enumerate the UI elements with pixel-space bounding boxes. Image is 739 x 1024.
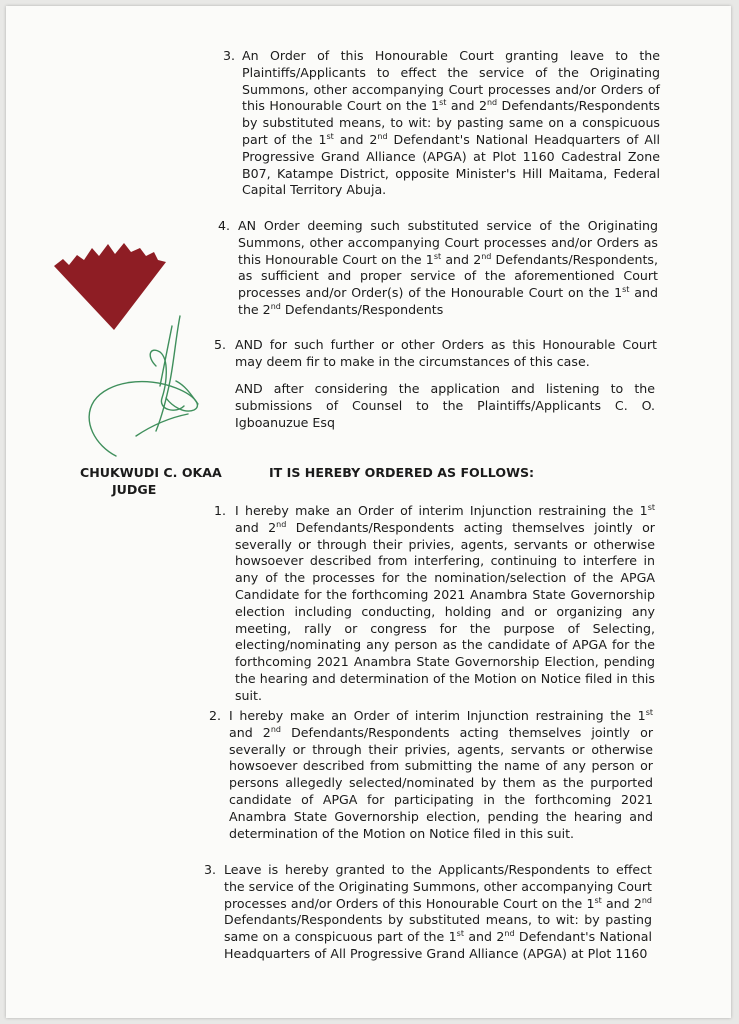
- order-sought-3-text: An Order of this Honourable Court granting leave to the Plaintiffs/Applicants to effect the service of the Originating Summons, other accompanying Court processes and/or Orders of this Honourable Court on the 1st and 2nd Defendants/Respondents by substituted means, to wit: by pasting same on a conspicuous part of the 1st and 2nd Defendant's National Headquarters of All Progressive Grand Alliance (APGA) at Plot 1160 Cadestral Zone B07, Katampe District, opposite Minister's Hill Maitama, Federal Capital Territory Abuja.: [242, 48, 660, 198]
- judge-title: JUDGE: [112, 482, 157, 497]
- order-granted-2-number: 2.: [209, 708, 222, 723]
- order-granted-2-text: I hereby make an Order of interim Injunction restraining the 1st and 2nd Defendants/Respondents acting themselves jointly or severally or through their privies, agents, servants or otherwise howsoever described from submitting the name of any person or persons allegedly selected/nominated by them as the purported candidate of APGA for participating in the forthcoming 2021 Anambra State Governorship election, pending the hearing and determination of the Motion on Notice filed in this suit.: [229, 707, 653, 841]
- order-sought-4-text: AN Order deeming such substituted service of the Originating Summons, other accompanying Court processes and/or Orders as this Honourable Court on the 1st and 2nd Defendants/Respondents, as sufficient and proper service of the aforementioned Court processes and/or Order(s) of the Honourable Court on the 1st and the 2nd Defendants/Respondents: [238, 218, 658, 317]
- document-page: [6, 6, 731, 1018]
- order-granted-1-text: I hereby make an Order of interim Injunction restraining the 1st and 2nd Defendants/Respondents acting themselves jointly or severally or through their privies, agents, servants or otherwise howsoever described from interfering, continuing to interfere in any of the processes for the nomination/selection of the APGA Candidate for the forthcoming 2021 Anambra State Governorship election including conducting, holding and or organizing any meeting, rally or congress for the purpose of Selecting, electing/nominating any person as the candidate of APGA for the forthcoming 2021 Anambra State Governorship Election, pending the hearing and determination of the Motion on Notice filed in this suit.: [235, 502, 655, 703]
- order-sought-5-text: AND for such further or other Orders as this Honourable Court may deem fir to make in the circumstances of this case.: [235, 337, 657, 369]
- order-granted-3-text: Leave is hereby granted to the Applicants/Respondents to effect the service of the Originating Summons, other accompanying Court processes and/or Orders of this Honourable Court on the 1st and 2nd Defendants/Respondents by substituted means, to wit: by pasting same on a conspicuous part of the 1st and 2nd Defendant's National Headquarters of All Progressive Grand Alliance (APGA) at Plot 1160: [224, 862, 653, 961]
- orders-heading: IT IS HEREBY ORDERED AS FOLLOWS:: [269, 465, 535, 480]
- judge-name: CHUKWUDI C. OKAA: [80, 465, 222, 480]
- order-sought-5-number: 5.: [214, 337, 227, 352]
- order-granted-1-number: 1.: [214, 503, 227, 518]
- order-sought-4-number: 4.: [218, 218, 231, 233]
- judge-signature: [76, 306, 236, 466]
- order-granted-3-number: 3.: [204, 862, 217, 877]
- order-sought-3-number: 3.: [223, 48, 236, 63]
- considering-paragraph: AND after considering the application and listening to the submissions of Counsel to the Plaintiffs/Applicants C. O. Igboanuzue Esq: [235, 381, 655, 430]
